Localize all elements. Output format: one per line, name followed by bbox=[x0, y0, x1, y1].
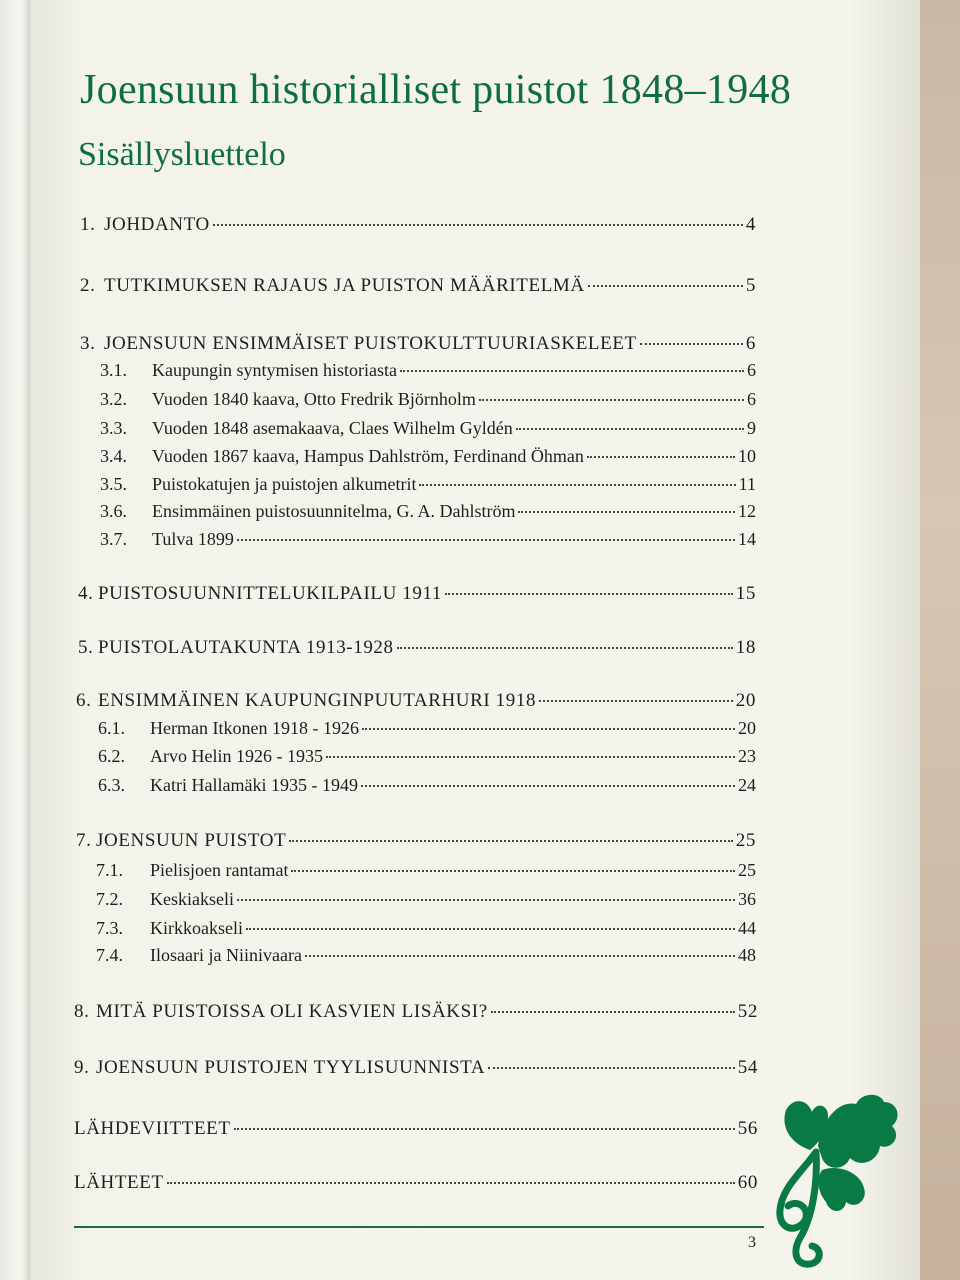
toc-section-row bbox=[100, 501, 756, 529]
toc-chapter-row bbox=[74, 1172, 758, 1200]
toc-entry-number: 4. bbox=[78, 583, 94, 604]
toc-page-number: 6 bbox=[747, 360, 756, 380]
dot-leader bbox=[587, 456, 735, 458]
toc-entry-title: Katri Hallamäki 1935 - 1949 bbox=[150, 775, 358, 795]
toc-page-number: 23 bbox=[738, 746, 756, 766]
toc-entry-title: PUISTOLAUTAKUNTA 1913-1928 bbox=[98, 637, 394, 658]
toc-page-number: 14 bbox=[738, 529, 756, 549]
toc-entry-number: 2. bbox=[80, 275, 96, 296]
toc-entry-title: Vuoden 1867 kaava, Hampus Dahlström, Ferdinand Öhman bbox=[152, 446, 584, 466]
dot-leader bbox=[516, 428, 744, 430]
toc-page-number: 9 bbox=[747, 418, 756, 438]
toc-entry-number: 5. bbox=[78, 637, 94, 658]
toc-entry-number: 7.4. bbox=[96, 945, 123, 965]
toc-page-number: 10 bbox=[738, 446, 756, 466]
toc-entry-title: TUTKIMUKSEN RAJAUS JA PUISTON MÄÄRITELMÄ bbox=[104, 275, 585, 296]
toc-page-number: 18 bbox=[735, 637, 756, 658]
dot-leader bbox=[488, 1067, 735, 1069]
dot-leader bbox=[213, 224, 743, 226]
toc-page-number: 6 bbox=[747, 389, 756, 409]
toc-page-number: 4 bbox=[745, 214, 756, 235]
toc-section-row bbox=[100, 360, 756, 388]
toc-page-number: 15 bbox=[735, 583, 756, 604]
dot-leader bbox=[400, 370, 744, 372]
toc-section-row bbox=[96, 860, 756, 888]
toc-page-number: 44 bbox=[738, 918, 756, 938]
toc-page-number: 36 bbox=[738, 889, 756, 909]
footer-rule bbox=[74, 1226, 764, 1228]
toc-entry-title: JOENSUUN PUISTOT bbox=[96, 830, 287, 851]
toc-page-number: 12 bbox=[738, 501, 756, 521]
toc-entry-title: Vuoden 1848 asemakaava, Claes Wilhelm Gyldén bbox=[152, 418, 513, 438]
toc-entry-title: JOENSUUN PUISTOJEN TYYLISUUNNISTA bbox=[96, 1057, 486, 1078]
dot-leader bbox=[518, 511, 735, 513]
toc-entry-number: 3.6. bbox=[100, 501, 127, 521]
toc-page-number: 60 bbox=[737, 1172, 758, 1193]
toc-chapter-row bbox=[78, 583, 756, 611]
toc-entry-number: 7.1. bbox=[96, 860, 123, 880]
toc-entry-title: Herman Itkonen 1918 - 1926 bbox=[150, 718, 359, 738]
toc-entry-number: 7. bbox=[76, 830, 92, 851]
toc-entry-number: 3.1. bbox=[100, 360, 127, 380]
toc-page-number: 20 bbox=[735, 690, 756, 711]
toc-entry-number: 7.3. bbox=[96, 918, 123, 938]
toc-chapter-row bbox=[74, 1001, 758, 1029]
toc-entry-title: Tulva 1899 bbox=[152, 529, 234, 549]
toc-entry-number: 3.7. bbox=[100, 529, 127, 549]
toc-section-row bbox=[98, 746, 756, 774]
toc-section-row bbox=[100, 474, 756, 502]
toc-entry-number: 6.3. bbox=[98, 775, 125, 795]
toc-page-number: 6 bbox=[745, 333, 756, 354]
leaf-ornament-icon bbox=[752, 1088, 902, 1273]
toc-entry-number: 3.2. bbox=[100, 389, 127, 409]
toc-chapter-row bbox=[74, 1118, 758, 1146]
toc-entry-title: LÄHDEVIITTEET bbox=[74, 1118, 231, 1139]
dot-leader bbox=[167, 1182, 735, 1184]
dot-leader bbox=[445, 593, 733, 595]
toc-entry-number: 6. bbox=[76, 690, 92, 711]
dot-leader bbox=[362, 728, 735, 730]
dot-leader bbox=[491, 1011, 735, 1013]
toc-entry-number: 3.5. bbox=[100, 474, 127, 494]
dot-leader bbox=[305, 955, 735, 957]
toc-section-row bbox=[96, 945, 756, 973]
toc-page-number: 24 bbox=[738, 775, 756, 795]
dot-leader bbox=[237, 899, 735, 901]
toc-chapter-row bbox=[76, 690, 756, 718]
dot-leader bbox=[289, 840, 733, 842]
toc-section-row bbox=[100, 418, 756, 446]
dot-leader bbox=[326, 756, 735, 758]
toc-entry-number: 3.3. bbox=[100, 418, 127, 438]
toc-section-row bbox=[100, 389, 756, 417]
toc-page-number: 48 bbox=[738, 945, 756, 965]
toc-chapter-row bbox=[80, 333, 756, 361]
toc-page-number: 56 bbox=[737, 1118, 758, 1139]
dot-leader bbox=[539, 700, 733, 702]
toc-entry-title: Pielisjoen rantamat bbox=[150, 860, 289, 880]
toc-entry-number: 3. bbox=[80, 333, 96, 354]
toc-entry-title: Vuoden 1840 kaava, Otto Fredrik Björnholm bbox=[152, 389, 476, 409]
toc-section-row bbox=[100, 529, 756, 557]
toc-entry-title: LÄHTEET bbox=[74, 1172, 164, 1193]
dot-leader bbox=[234, 1128, 735, 1130]
dot-leader bbox=[246, 928, 735, 930]
toc-page-number: 54 bbox=[737, 1057, 758, 1078]
toc-chapter-row bbox=[78, 637, 756, 665]
toc-chapter-row bbox=[80, 214, 756, 242]
toc-chapter-row bbox=[76, 830, 756, 858]
toc-entry-number: 8. bbox=[74, 1001, 90, 1022]
dot-leader bbox=[588, 285, 743, 287]
toc-page-number: 52 bbox=[737, 1001, 758, 1022]
toc-entry-title: Kirkkoakseli bbox=[150, 918, 243, 938]
toc-entry-number: 9. bbox=[74, 1057, 90, 1078]
toc-entry-number: 6.1. bbox=[98, 718, 125, 738]
toc-entry-title: ENSIMMÄINEN KAUPUNGINPUUTARHURI 1918 bbox=[98, 690, 537, 711]
toc-section-row bbox=[96, 918, 756, 946]
toc-page-number: 25 bbox=[735, 830, 756, 851]
toc-entry-title: PUISTOSUUNNITTELUKILPAILU 1911 bbox=[98, 583, 442, 604]
toc-entry-number: 7.2. bbox=[96, 889, 123, 909]
toc-page-number: 11 bbox=[738, 474, 756, 494]
dot-leader bbox=[640, 343, 743, 345]
toc-entry-title: Keskiakseli bbox=[150, 889, 234, 909]
toc-entry-title: MITÄ PUISTOISSA OLI KASVIEN LISÄKSI? bbox=[96, 1001, 488, 1022]
contents-heading: Sisällysluettelo bbox=[78, 136, 286, 173]
toc-section-row bbox=[98, 718, 756, 746]
toc-chapter-row bbox=[80, 275, 756, 303]
dot-leader bbox=[237, 539, 735, 541]
toc-page-number: 25 bbox=[738, 860, 756, 880]
toc-entry-number: 1. bbox=[80, 214, 96, 235]
dot-leader bbox=[291, 870, 735, 872]
toc-section-row bbox=[98, 775, 756, 803]
dot-leader bbox=[397, 647, 733, 649]
book-title: Joensuun historialliset puistot 1848–1948 bbox=[80, 67, 792, 113]
page-number: 3 bbox=[748, 1234, 756, 1251]
toc-entry-title: JOENSUUN ENSIMMÄISET PUISTOKULTTUURIASKELEET bbox=[104, 333, 637, 354]
dot-leader bbox=[361, 785, 735, 787]
toc-entry-title: Kaupungin syntymisen historiasta bbox=[152, 360, 397, 380]
toc-section-row bbox=[96, 889, 756, 917]
toc-chapter-row bbox=[74, 1057, 758, 1085]
toc-entry-title: Ilosaari ja Niinivaara bbox=[150, 945, 302, 965]
toc-entry-title: Arvo Helin 1926 - 1935 bbox=[150, 746, 323, 766]
toc-entry-title: JOHDANTO bbox=[104, 214, 210, 235]
dot-leader bbox=[419, 484, 735, 486]
toc-entry-title: Puistokatujen ja puistojen alkumetrit bbox=[152, 474, 417, 494]
toc-entry-title: Ensimmäinen puistosuunnitelma, G. A. Dahlström bbox=[152, 501, 516, 521]
toc-section-row bbox=[100, 446, 756, 474]
toc-page-number: 20 bbox=[738, 718, 756, 738]
toc-entry-number: 6.2. bbox=[98, 746, 125, 766]
dot-leader bbox=[479, 399, 744, 401]
toc-page-number: 5 bbox=[745, 275, 756, 296]
toc-entry-number: 3.4. bbox=[100, 446, 127, 466]
